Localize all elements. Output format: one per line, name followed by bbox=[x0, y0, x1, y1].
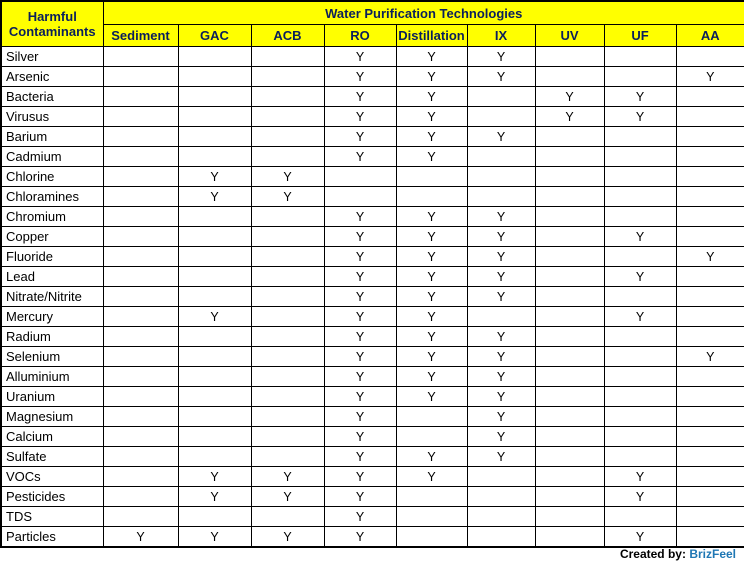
mark-cell[interactable]: Y bbox=[396, 87, 467, 107]
mark-cell[interactable]: Y bbox=[396, 107, 467, 127]
mark-cell[interactable] bbox=[676, 367, 744, 387]
mark-cell[interactable] bbox=[324, 187, 396, 207]
mark-cell[interactable] bbox=[604, 147, 676, 167]
mark-cell[interactable]: Y bbox=[396, 367, 467, 387]
mark-cell[interactable] bbox=[535, 67, 604, 87]
mark-cell[interactable] bbox=[535, 47, 604, 67]
mark-cell[interactable] bbox=[467, 147, 535, 167]
mark-cell[interactable] bbox=[604, 67, 676, 87]
mark-cell[interactable]: Y bbox=[467, 207, 535, 227]
mark-cell[interactable]: Y bbox=[324, 87, 396, 107]
mark-cell[interactable] bbox=[251, 87, 324, 107]
mark-cell[interactable]: Y bbox=[324, 527, 396, 548]
mark-cell[interactable] bbox=[178, 287, 251, 307]
contaminant-name[interactable]: Copper bbox=[1, 227, 103, 247]
contaminant-name[interactable]: Chlorine bbox=[1, 167, 103, 187]
table-row bbox=[1, 247, 744, 267]
mark-cell[interactable]: Y bbox=[324, 227, 396, 247]
mark-cell[interactable] bbox=[676, 167, 744, 187]
technology-header: ACB bbox=[251, 25, 324, 47]
mark-cell[interactable] bbox=[535, 187, 604, 207]
mark-cell[interactable] bbox=[535, 227, 604, 247]
mark-cell[interactable] bbox=[103, 507, 178, 527]
mark-cell[interactable]: Y bbox=[467, 67, 535, 87]
mark-cell[interactable] bbox=[103, 127, 178, 147]
brand-name: BrizFeel bbox=[689, 547, 736, 561]
mark-cell[interactable]: Y bbox=[324, 487, 396, 507]
mark-cell[interactable] bbox=[103, 87, 178, 107]
mark-cell[interactable] bbox=[178, 107, 251, 127]
table-row bbox=[1, 207, 744, 227]
mark-cell[interactable]: Y bbox=[324, 327, 396, 347]
mark-cell[interactable] bbox=[103, 447, 178, 467]
mark-cell[interactable]: Y bbox=[396, 347, 467, 367]
contaminant-name[interactable]: Uranium bbox=[1, 387, 103, 407]
mark-cell[interactable]: Y bbox=[324, 427, 396, 447]
mark-cell[interactable] bbox=[604, 207, 676, 227]
mark-cell[interactable] bbox=[178, 87, 251, 107]
mark-cell[interactable] bbox=[251, 67, 324, 87]
mark-cell[interactable] bbox=[676, 207, 744, 227]
mark-cell[interactable]: Y bbox=[396, 67, 467, 87]
mark-cell[interactable] bbox=[251, 147, 324, 167]
table-row bbox=[1, 367, 744, 387]
mark-cell[interactable]: Y bbox=[467, 447, 535, 467]
mark-cell[interactable] bbox=[604, 367, 676, 387]
mark-cell[interactable] bbox=[604, 327, 676, 347]
mark-cell[interactable]: Y bbox=[535, 107, 604, 127]
mark-cell[interactable] bbox=[396, 427, 467, 447]
mark-cell[interactable] bbox=[178, 127, 251, 147]
mark-cell[interactable] bbox=[604, 407, 676, 427]
mark-cell[interactable] bbox=[676, 527, 744, 548]
mark-cell[interactable] bbox=[251, 447, 324, 467]
mark-cell[interactable]: Y bbox=[324, 507, 396, 527]
mark-cell[interactable]: Y bbox=[324, 147, 396, 167]
contaminant-name[interactable]: Cadmium bbox=[1, 147, 103, 167]
mark-cell[interactable] bbox=[467, 507, 535, 527]
mark-cell[interactable] bbox=[103, 307, 178, 327]
contaminant-name[interactable]: Magnesium bbox=[1, 407, 103, 427]
mark-cell[interactable]: Y bbox=[467, 287, 535, 307]
technology-header: IX bbox=[467, 25, 535, 47]
mark-cell[interactable]: Y bbox=[251, 527, 324, 548]
mark-cell[interactable] bbox=[604, 127, 676, 147]
contaminant-name[interactable]: Nitrate/Nitrite bbox=[1, 287, 103, 307]
contaminant-name[interactable]: Calcium bbox=[1, 427, 103, 447]
mark-cell[interactable]: Y bbox=[467, 347, 535, 367]
mark-cell[interactable] bbox=[251, 367, 324, 387]
mark-cell[interactable] bbox=[604, 447, 676, 467]
mark-cell[interactable] bbox=[251, 127, 324, 147]
mark-cell[interactable] bbox=[178, 47, 251, 67]
mark-cell[interactable] bbox=[676, 327, 744, 347]
mark-cell[interactable] bbox=[676, 147, 744, 167]
mark-cell[interactable] bbox=[178, 247, 251, 267]
mark-cell[interactable] bbox=[676, 487, 744, 507]
mark-cell[interactable] bbox=[103, 247, 178, 267]
mark-cell[interactable] bbox=[103, 227, 178, 247]
mark-cell[interactable] bbox=[251, 427, 324, 447]
contaminant-name[interactable]: Radium bbox=[1, 327, 103, 347]
mark-cell[interactable]: Y bbox=[396, 387, 467, 407]
mark-cell[interactable] bbox=[535, 267, 604, 287]
mark-cell[interactable]: Y bbox=[396, 307, 467, 327]
contaminant-name[interactable]: Particles bbox=[1, 527, 103, 548]
mark-cell[interactable] bbox=[676, 447, 744, 467]
mark-cell[interactable] bbox=[604, 167, 676, 187]
mark-cell[interactable] bbox=[178, 67, 251, 87]
mark-cell[interactable]: Y bbox=[604, 527, 676, 548]
mark-cell[interactable]: Y bbox=[324, 387, 396, 407]
mark-cell[interactable]: Y bbox=[178, 187, 251, 207]
mark-cell[interactable]: Y bbox=[396, 147, 467, 167]
mark-cell[interactable]: Y bbox=[604, 267, 676, 287]
mark-cell[interactable] bbox=[396, 507, 467, 527]
mark-cell[interactable] bbox=[467, 187, 535, 207]
table-row bbox=[1, 187, 744, 207]
mark-cell[interactable]: Y bbox=[324, 307, 396, 327]
table-row bbox=[1, 387, 744, 407]
mark-cell[interactable]: Y bbox=[396, 467, 467, 487]
mark-cell[interactable]: Y bbox=[324, 467, 396, 487]
mark-cell[interactable]: Y bbox=[324, 207, 396, 227]
mark-cell[interactable]: Y bbox=[396, 327, 467, 347]
table-row bbox=[1, 47, 744, 67]
mark-cell[interactable] bbox=[535, 427, 604, 447]
mark-cell[interactable] bbox=[103, 107, 178, 127]
mark-cell[interactable] bbox=[251, 107, 324, 127]
table-row bbox=[1, 87, 744, 107]
mark-cell[interactable] bbox=[178, 147, 251, 167]
mark-cell[interactable]: Y bbox=[396, 287, 467, 307]
table-row bbox=[1, 127, 744, 147]
technology-header: RO bbox=[324, 25, 396, 47]
mark-cell[interactable]: Y bbox=[467, 127, 535, 147]
mark-cell[interactable] bbox=[604, 427, 676, 447]
mark-cell[interactable] bbox=[467, 527, 535, 548]
mark-cell[interactable] bbox=[178, 327, 251, 347]
contaminant-name[interactable]: Lead bbox=[1, 267, 103, 287]
mark-cell[interactable] bbox=[251, 307, 324, 327]
mark-cell[interactable] bbox=[535, 367, 604, 387]
mark-cell[interactable]: Y bbox=[396, 47, 467, 67]
contaminant-name[interactable]: Pesticides bbox=[1, 487, 103, 507]
mark-cell[interactable] bbox=[676, 387, 744, 407]
mark-cell[interactable] bbox=[676, 107, 744, 127]
mark-cell[interactable] bbox=[535, 467, 604, 487]
table-row bbox=[1, 407, 744, 427]
mark-cell[interactable]: Y bbox=[396, 227, 467, 247]
mark-cell[interactable] bbox=[251, 47, 324, 67]
table-body bbox=[1, 47, 744, 548]
contaminants-header-line2: Contaminants bbox=[8, 24, 96, 39]
mark-cell[interactable] bbox=[535, 147, 604, 167]
mark-cell[interactable] bbox=[178, 207, 251, 227]
contaminant-name[interactable]: Barium bbox=[1, 127, 103, 147]
table-row bbox=[1, 347, 744, 367]
mark-cell[interactable] bbox=[251, 287, 324, 307]
mark-cell[interactable] bbox=[103, 147, 178, 167]
mark-cell[interactable] bbox=[676, 427, 744, 447]
mark-cell[interactable] bbox=[535, 287, 604, 307]
mark-cell[interactable]: Y bbox=[324, 287, 396, 307]
mark-cell[interactable]: Y bbox=[251, 467, 324, 487]
mark-cell[interactable] bbox=[178, 387, 251, 407]
mark-cell[interactable]: Y bbox=[324, 347, 396, 367]
technology-header: AA bbox=[676, 25, 744, 47]
mark-cell[interactable] bbox=[103, 327, 178, 347]
contaminant-name[interactable]: Virusus bbox=[1, 107, 103, 127]
mark-cell[interactable]: Y bbox=[604, 487, 676, 507]
mark-cell[interactable]: Y bbox=[251, 187, 324, 207]
mark-cell[interactable]: Y bbox=[324, 407, 396, 427]
table-row bbox=[1, 167, 744, 187]
mark-cell[interactable] bbox=[467, 107, 535, 127]
mark-cell[interactable]: Y bbox=[324, 367, 396, 387]
mark-cell[interactable]: Y bbox=[467, 327, 535, 347]
mark-cell[interactable] bbox=[535, 167, 604, 187]
mark-cell[interactable] bbox=[535, 487, 604, 507]
mark-cell[interactable] bbox=[178, 507, 251, 527]
mark-cell[interactable]: Y bbox=[251, 487, 324, 507]
contaminant-name[interactable]: Sulfate bbox=[1, 447, 103, 467]
table-row bbox=[1, 507, 744, 527]
mark-cell[interactable]: Y bbox=[467, 47, 535, 67]
mark-cell[interactable] bbox=[103, 467, 178, 487]
table-row bbox=[1, 107, 744, 127]
mark-cell[interactable] bbox=[178, 447, 251, 467]
mark-cell[interactable] bbox=[396, 167, 467, 187]
mark-cell[interactable] bbox=[251, 227, 324, 247]
contaminant-name[interactable]: Fluoride bbox=[1, 247, 103, 267]
mark-cell[interactable] bbox=[604, 187, 676, 207]
mark-cell[interactable]: Y bbox=[178, 487, 251, 507]
mark-cell[interactable] bbox=[103, 167, 178, 187]
mark-cell[interactable]: Y bbox=[604, 467, 676, 487]
contaminants-header-line1: Harmful bbox=[27, 9, 77, 24]
mark-cell[interactable]: Y bbox=[396, 447, 467, 467]
mark-cell[interactable]: Y bbox=[604, 227, 676, 247]
mark-cell[interactable] bbox=[178, 267, 251, 287]
table-row bbox=[1, 467, 744, 487]
mark-cell[interactable]: Y bbox=[324, 47, 396, 67]
contaminant-name[interactable]: VOCs bbox=[1, 467, 103, 487]
mark-cell[interactable]: Y bbox=[467, 427, 535, 447]
table-row bbox=[1, 327, 744, 347]
technology-header: UF bbox=[604, 25, 676, 47]
mark-cell[interactable] bbox=[535, 407, 604, 427]
mark-cell[interactable] bbox=[604, 387, 676, 407]
mark-cell[interactable] bbox=[103, 407, 178, 427]
mark-cell[interactable] bbox=[178, 367, 251, 387]
table-row bbox=[1, 227, 744, 247]
contaminants-header bbox=[1, 1, 103, 47]
table-row bbox=[1, 147, 744, 167]
mark-cell[interactable] bbox=[467, 167, 535, 187]
mark-cell[interactable] bbox=[535, 247, 604, 267]
technology-header: GAC bbox=[178, 25, 251, 47]
mark-cell[interactable]: Y bbox=[324, 67, 396, 87]
mark-cell[interactable]: Y bbox=[467, 267, 535, 287]
mark-cell[interactable]: Y bbox=[178, 307, 251, 327]
mark-cell[interactable] bbox=[251, 407, 324, 427]
mark-cell[interactable]: Y bbox=[676, 247, 744, 267]
mark-cell[interactable]: Y bbox=[467, 227, 535, 247]
mark-cell[interactable]: Y bbox=[324, 267, 396, 287]
mark-cell[interactable] bbox=[103, 47, 178, 67]
mark-cell[interactable]: Y bbox=[324, 127, 396, 147]
mark-cell[interactable] bbox=[676, 87, 744, 107]
mark-cell[interactable] bbox=[467, 87, 535, 107]
mark-cell[interactable] bbox=[676, 47, 744, 67]
mark-cell[interactable]: Y bbox=[396, 267, 467, 287]
mark-cell[interactable] bbox=[178, 227, 251, 247]
table-row bbox=[1, 287, 744, 307]
mark-cell[interactable] bbox=[396, 527, 467, 548]
mark-cell[interactable] bbox=[103, 387, 178, 407]
technology-header-row bbox=[1, 25, 744, 47]
mark-cell[interactable] bbox=[178, 407, 251, 427]
contaminant-name[interactable]: Selenium bbox=[1, 347, 103, 367]
mark-cell[interactable] bbox=[178, 427, 251, 447]
table-row bbox=[1, 67, 744, 87]
mark-cell[interactable]: Y bbox=[396, 247, 467, 267]
mark-cell[interactable] bbox=[103, 67, 178, 87]
mark-cell[interactable] bbox=[676, 307, 744, 327]
contaminant-name[interactable]: TDS bbox=[1, 507, 103, 527]
mark-cell[interactable] bbox=[103, 347, 178, 367]
mark-cell[interactable] bbox=[604, 47, 676, 67]
credit-line bbox=[620, 547, 736, 561]
mark-cell[interactable] bbox=[535, 127, 604, 147]
mark-cell[interactable] bbox=[251, 267, 324, 287]
created-by-label: Created by: bbox=[619, 547, 686, 561]
contaminant-name[interactable]: Chromium bbox=[1, 207, 103, 227]
mark-cell[interactable] bbox=[535, 507, 604, 527]
technology-header: Distillation bbox=[396, 25, 467, 47]
mark-cell[interactable] bbox=[604, 347, 676, 367]
mark-cell[interactable] bbox=[676, 267, 744, 287]
mark-cell[interactable] bbox=[535, 447, 604, 467]
mark-cell[interactable]: Y bbox=[251, 167, 324, 187]
table-row bbox=[1, 307, 744, 327]
mark-cell[interactable] bbox=[535, 307, 604, 327]
mark-cell[interactable]: Y bbox=[535, 87, 604, 107]
mark-cell[interactable]: Y bbox=[324, 107, 396, 127]
technology-header: Sediment bbox=[103, 25, 178, 47]
mark-cell[interactable] bbox=[251, 347, 324, 367]
mark-cell[interactable] bbox=[535, 207, 604, 227]
mark-cell[interactable]: Y bbox=[467, 367, 535, 387]
contaminant-name[interactable]: Chloramines bbox=[1, 187, 103, 207]
mark-cell[interactable] bbox=[251, 207, 324, 227]
mark-cell[interactable]: Y bbox=[604, 107, 676, 127]
mark-cell[interactable]: Y bbox=[467, 247, 535, 267]
mark-cell[interactable] bbox=[604, 507, 676, 527]
mark-cell[interactable] bbox=[251, 387, 324, 407]
mark-cell[interactable]: Y bbox=[324, 247, 396, 267]
mark-cell[interactable] bbox=[467, 307, 535, 327]
mark-cell[interactable] bbox=[396, 187, 467, 207]
mark-cell[interactable]: Y bbox=[467, 387, 535, 407]
mark-cell[interactable] bbox=[676, 187, 744, 207]
mark-cell[interactable] bbox=[324, 167, 396, 187]
mark-cell[interactable]: Y bbox=[178, 167, 251, 187]
mark-cell[interactable] bbox=[396, 487, 467, 507]
mark-cell[interactable]: Y bbox=[103, 527, 178, 548]
mark-cell[interactable] bbox=[676, 467, 744, 487]
table-row bbox=[1, 527, 744, 548]
mark-cell[interactable] bbox=[467, 487, 535, 507]
mark-cell[interactable] bbox=[676, 227, 744, 247]
technology-header: UV bbox=[535, 25, 604, 47]
mark-cell[interactable] bbox=[103, 207, 178, 227]
table-row bbox=[1, 427, 744, 447]
table-row bbox=[1, 487, 744, 507]
mark-cell[interactable] bbox=[103, 267, 178, 287]
mark-cell[interactable] bbox=[676, 127, 744, 147]
mark-cell[interactable] bbox=[676, 407, 744, 427]
mark-cell[interactable] bbox=[251, 327, 324, 347]
mark-cell[interactable] bbox=[535, 527, 604, 548]
contaminant-name[interactable]: Silver bbox=[1, 47, 103, 67]
mark-cell[interactable] bbox=[251, 247, 324, 267]
mark-cell[interactable] bbox=[103, 427, 178, 447]
table-row bbox=[1, 267, 744, 287]
mark-cell[interactable]: Y bbox=[178, 467, 251, 487]
contaminant-name[interactable]: Alluminium bbox=[1, 367, 103, 387]
mark-cell[interactable] bbox=[604, 247, 676, 267]
mark-cell[interactable] bbox=[251, 507, 324, 527]
mark-cell[interactable]: Y bbox=[676, 347, 744, 367]
mark-cell[interactable] bbox=[396, 407, 467, 427]
table-row bbox=[1, 447, 744, 467]
mark-cell[interactable] bbox=[535, 387, 604, 407]
mark-cell[interactable]: Y bbox=[178, 527, 251, 548]
mark-cell[interactable] bbox=[103, 487, 178, 507]
mark-cell[interactable] bbox=[535, 347, 604, 367]
mark-cell[interactable]: Y bbox=[604, 87, 676, 107]
mark-cell[interactable]: Y bbox=[396, 207, 467, 227]
mark-cell[interactable] bbox=[676, 287, 744, 307]
mark-cell[interactable]: Y bbox=[396, 127, 467, 147]
mark-cell[interactable] bbox=[535, 327, 604, 347]
contaminant-name[interactable]: Bacteria bbox=[1, 87, 103, 107]
mark-cell[interactable] bbox=[676, 507, 744, 527]
mark-cell[interactable] bbox=[467, 467, 535, 487]
mark-cell[interactable] bbox=[178, 347, 251, 367]
mark-cell[interactable]: Y bbox=[324, 447, 396, 467]
technologies-group-title: Water Purification Technologies bbox=[103, 1, 744, 25]
mark-cell[interactable] bbox=[103, 367, 178, 387]
contaminant-name[interactable]: Arsenic bbox=[1, 67, 103, 87]
mark-cell[interactable] bbox=[103, 187, 178, 207]
mark-cell[interactable] bbox=[103, 287, 178, 307]
mark-cell[interactable]: Y bbox=[676, 67, 744, 87]
mark-cell[interactable] bbox=[604, 287, 676, 307]
contaminant-name[interactable]: Mercury bbox=[1, 307, 103, 327]
mark-cell[interactable]: Y bbox=[467, 407, 535, 427]
mark-cell[interactable]: Y bbox=[604, 307, 676, 327]
